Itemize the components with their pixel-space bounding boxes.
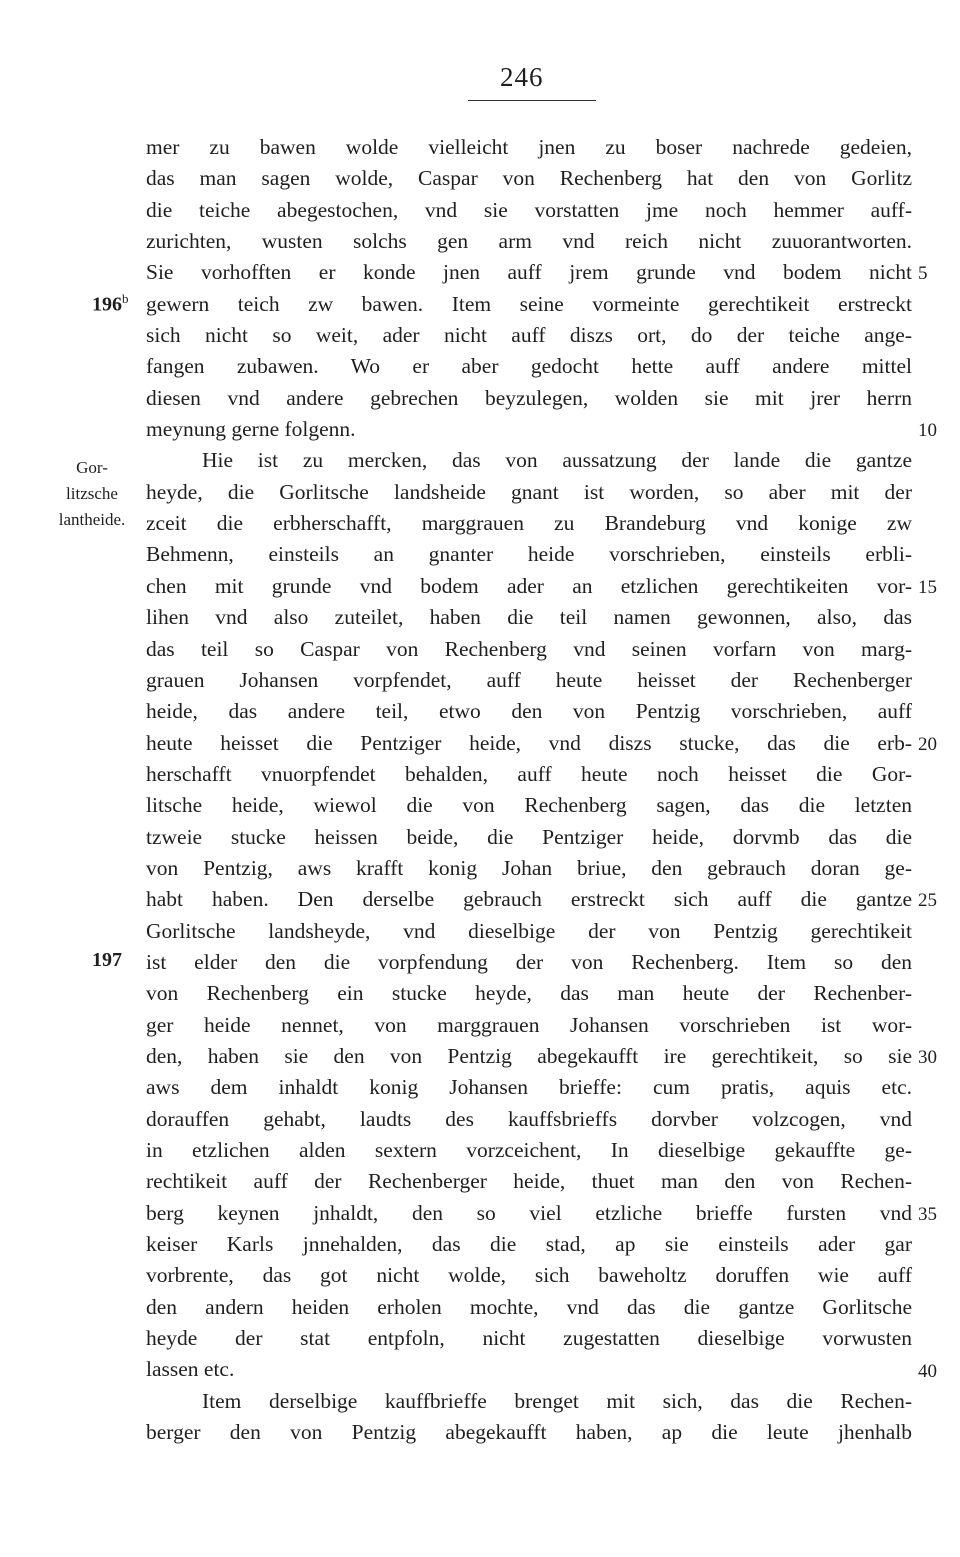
text-line: zurichten, wusten solchs gen arm vnd reich nicht zuuorantworten. (146, 229, 912, 254)
text-line: berger den von Pentzig abegekaufft haben, ap die leute jhenhalb (146, 1420, 912, 1445)
line-number: 35 (918, 1203, 937, 1225)
text-line: Gorlitsche landsheyde, vnd dieselbige der von Pentzig gerechtikeit (146, 918, 912, 943)
margin-note-line: litzsche (66, 484, 118, 503)
text-line: den andern heiden erholen mochte, vnd das die gantze Gorlitsche (146, 1294, 912, 1319)
text-line: herschafft vnuorpfendet behalden, auff heute noch heisset die Gor- (146, 761, 912, 786)
page-number: 246 (500, 62, 544, 92)
margin-note-line: lantheide. (58, 510, 126, 529)
text-line: aws dem inhaldt konig Johansen brieffe: cum pratis, aquis etc. (146, 1075, 912, 1100)
text-line: die teiche abegestochen, vnd sie vorstatten jme noch hemmer auff- (146, 197, 912, 222)
margin-note-line: Gor- (76, 458, 108, 477)
text-line: habt haben. Den derselbe gebrauch erstreckt sich auff die gantze (146, 887, 912, 912)
text-line: ist elder den die vorpfendung der von Rechenberg. Item so den (146, 949, 912, 974)
text-line: rechtikeit auff der Rechenberger heide, thuet man den von Rechen- (146, 1169, 912, 1194)
folio-number: 197 (92, 949, 122, 972)
text-line: das teil so Caspar von Rechenberg vnd seinen vorfarn von marg- (146, 636, 912, 661)
text-line: das man sagen wolde, Caspar von Rechenberg hat den von Gorlitz (146, 166, 912, 191)
text-line: meynung gerne folgenn. (146, 417, 356, 442)
text-line: Hie ist zu mercken, das von aussatzung der lande die gantze (202, 448, 912, 473)
text-line: in etzlichen alden sextern vorzceichent, In dieselbige gekauffte ge- (146, 1138, 912, 1162)
text-line: gewern teich zw bawen. Item seine vormeinte gerechtikeit erstreckt (146, 291, 912, 316)
folio-mark (92, 949, 146, 972)
text-line: keiser Karls jnnehalden, das die stad, ap sie einsteils ader gar (146, 1232, 912, 1257)
line-number: 5 (918, 263, 928, 285)
text-line: litsche heide, wiewol die von Rechenberg sagen, das die letzten (146, 793, 912, 818)
folio-mark (92, 291, 146, 317)
text-line: tzweie stucke heissen beide, die Pentziger heide, dorvmb das die (146, 824, 912, 849)
line-number: 40 (918, 1360, 937, 1382)
line-number: 10 (918, 420, 937, 442)
text-line: heide, das andere teil, etwo den von Pentzig vorschrieben, auff (146, 699, 912, 724)
text-line: berg keynen jnhaldt, den so viel etzliche brieffe fursten vnd (146, 1200, 912, 1225)
line-number: 20 (918, 733, 937, 755)
line-number: 25 (918, 890, 937, 912)
text-line: sich nicht so weit, ader nicht auff diszs ort, do der teiche ange- (146, 323, 912, 348)
text-line: Item derselbige kauffbrieffe brenget mit sich, das die Rechen- (202, 1388, 912, 1413)
folio-number: 196 (92, 293, 122, 316)
text-line: chen mit grunde vnd bodem ader an etzlichen gerechtikeiten vor- (146, 573, 912, 598)
line-number: 30 (918, 1047, 937, 1069)
text-line: den, haben sie den von Pentzig abegekaufft ire gerechtikeit, so sie (146, 1043, 912, 1068)
text-line: heute heisset die Pentziger heide, vnd diszs stucke, das die erb- (146, 730, 912, 755)
text-line: grauen Johansen vorpfendet, auff heute heisset der Rechenberger (146, 667, 912, 692)
text-line: heyde der stat entpfoln, nicht zugestatten dieselbige vorwusten (146, 1326, 912, 1351)
text-line: lassen etc. (146, 1357, 235, 1382)
text-line: von Rechenberg ein stucke heyde, das man heute der Rechenber- (146, 981, 912, 1006)
text-line: lihen vnd also zuteilet, haben die teil namen gewonnen, also, das (146, 605, 912, 630)
margin-note (46, 455, 138, 533)
folio-suffix: b (122, 290, 129, 306)
text-line: mer zu bawen wolde vielleicht jnen zu boser nachrede gedeien, (146, 135, 912, 159)
text-line: ger heide nennet, von marggrauen Johansen vorschrieben ist wor- (146, 1012, 912, 1037)
text-line: Sie vorhofften er konde jnen auff jrem grunde vnd bodem nicht (146, 260, 912, 285)
text-line: zceit die erbherschafft, marggrauen zu Brandeburg vnd konige zw (146, 511, 912, 536)
text-line: fangen zubawen. Wo er aber gedocht hette auff andere mittel (146, 354, 912, 379)
text-line: diesen vnd andere gebrechen beyzulegen, wolden sie mit jrer herrn (146, 385, 912, 410)
line-number: 15 (918, 576, 937, 598)
header-rule (468, 100, 596, 101)
body-text (146, 132, 912, 1448)
text-line: heyde, die Gorlitsche landsheide gnant ist worden, so aber mit der (146, 479, 912, 504)
text-line: dorauffen gehabt, laudts des kauffsbrieffs dorvber volzcogen, vnd (146, 1106, 912, 1131)
text-line: von Pentzig, aws krafft konig Johan briue, den gebrauch doran ge- (146, 855, 912, 880)
text-line: vorbrente, das got nicht wolde, sich baweholtz doruffen wie auff (146, 1263, 912, 1288)
text-line: Behmenn, einsteils an gnanter heide vorschrieben, einsteils erbli- (146, 542, 912, 567)
